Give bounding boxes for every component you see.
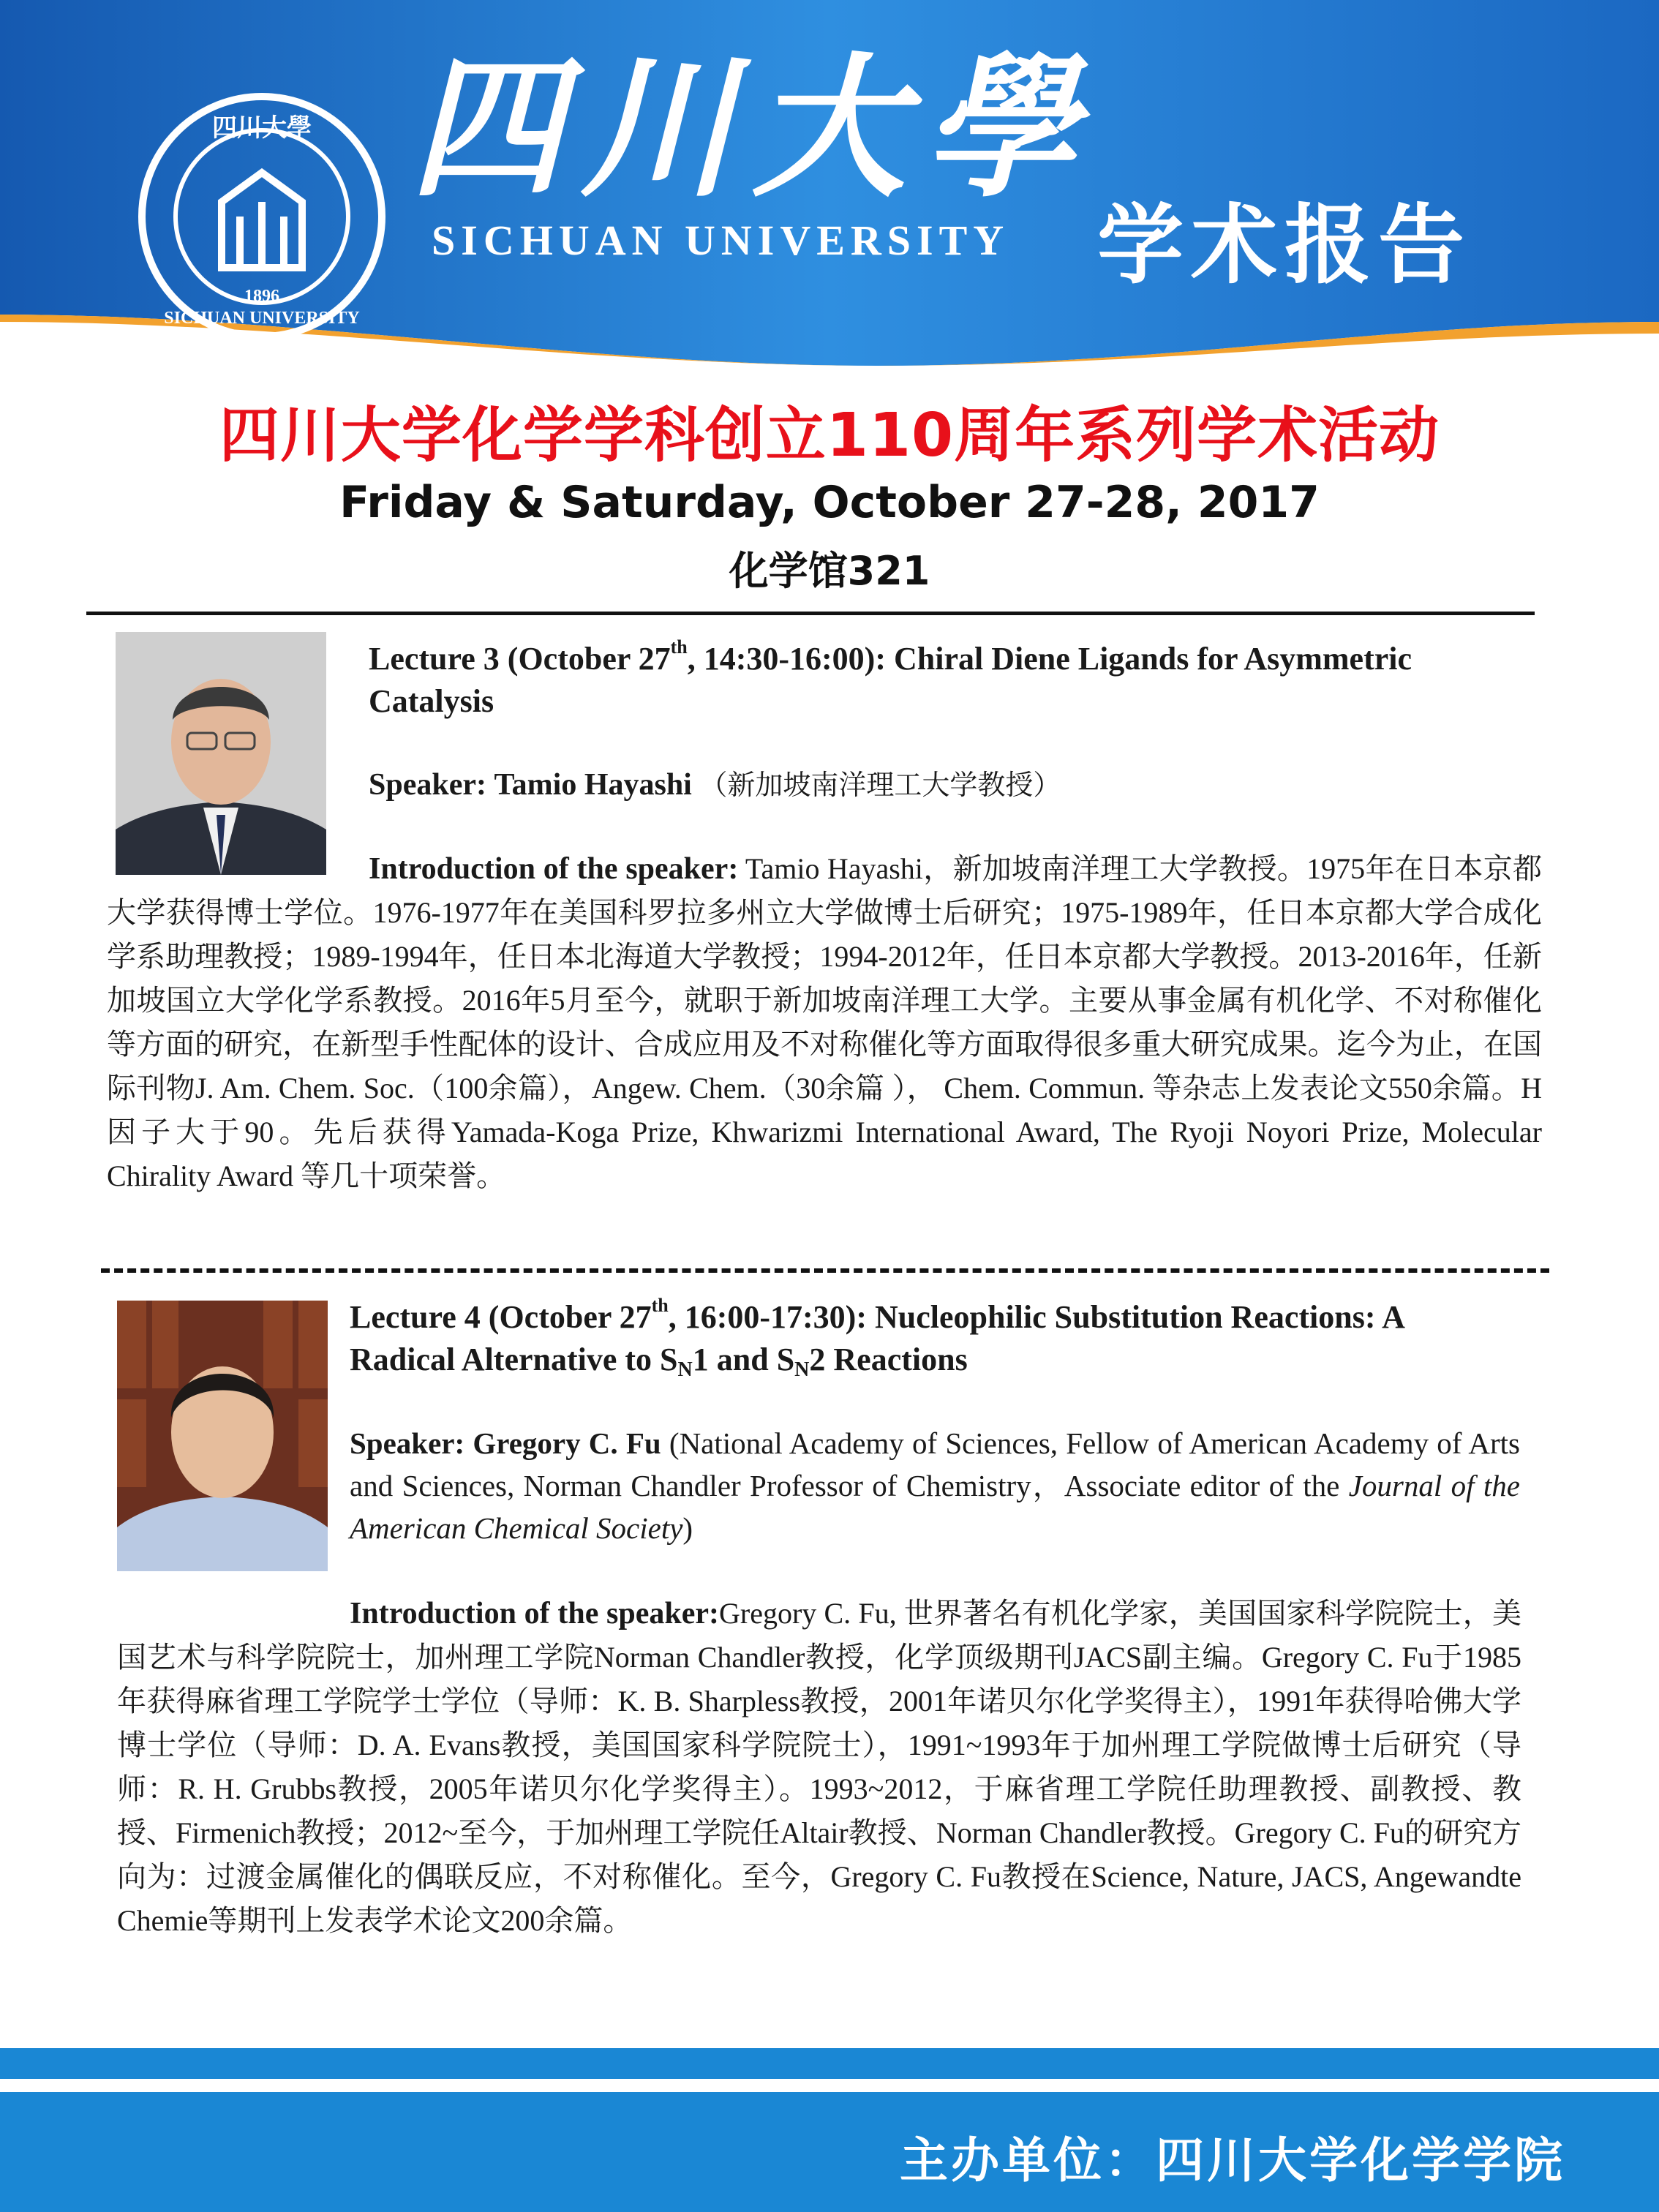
series-title: 四川大学化学学科创立110周年系列学术活动 [219, 401, 1440, 470]
seal-year: 1896 [244, 287, 279, 306]
lecture4-intro [117, 1592, 1521, 1943]
lecture3-heading [369, 638, 1539, 723]
lecture4-intro-text: Gregory C. Fu, 世界著名有机化学家，美国国家科学院院士，美国艺术与科学院院士，加州理工学院Norman Chandler教授，化学顶级期刊JACS副主编。Gregory C. Fu于1985年获得麻省理工学院学士学位（导师：K. B. Sharpless教授，2001年诺贝尔化学奖得主），1991年获得哈佛大学博士学位（导师：D. A. Evans教授，美国国家科学院院士），1991~1993年于加州理工学院做博士后研究（导师：R. H. Grubbs教授，2005年诺贝尔化学奖得主）。1993~2012，于麻省理工学院任助理教授、副教授、教授、Firmenich教授；2012~至今，于加州理工学院任Altair教授、Norman Chandler教授。Gregory C. Fu的研究方向为：过渡金属催化的偶联反应，不对称催化。至今，Gregory C. Fu教授在Science, Nature, JACS, Angewandte Chemie等期刊上发表学术论文200余篇。 [117, 1597, 1521, 1937]
report-label: 学术报告 [1097, 195, 1472, 296]
speaker-photo-hayashi [116, 632, 326, 875]
lecture3-intro-label: Introduction of the speaker: [369, 852, 739, 886]
lecture4-speaker-affiliation: (National Academy of Sciences, Fellow of American Academy of Arts and Sciences, Norman Chandler Professor of Chemistry，Associate editor of the Journal of the American Chemical Society) [350, 1426, 1520, 1545]
university-name-en: SICHUAN UNIVERSITY [432, 217, 1010, 264]
footer-stripe [0, 2048, 1659, 2079]
divider-rule [86, 612, 1535, 615]
lecture4-title-1: : Nucleophilic Substitution Reactions: A [856, 1299, 1405, 1335]
lecture4-label: Lecture 4 [350, 1299, 481, 1335]
lecture3-date: (October 27th, 14:30-16:00) [507, 636, 876, 677]
lecture3-intro [107, 847, 1542, 1198]
university-seal [138, 92, 386, 341]
event-venue: 化学馆321 [729, 548, 930, 594]
lecture3-speaker-name: Tamio Hayashi [494, 768, 692, 802]
lecture4-title-2: Radical Alternative to $S_N1$ and $S_N2$ Reactions [350, 1342, 968, 1381]
lecture3-title-2: Catalysis [369, 683, 494, 719]
lecture3-title-1: : Chiral Diene Ligands for Asymmetric [875, 641, 1412, 677]
speaker-photo-fu [117, 1301, 328, 1571]
event-date: Friday & Saturday, October 27-28, 2017 [339, 477, 1320, 528]
lecture3-speaker-affiliation: （新加坡南洋理工大学教授） [699, 769, 1061, 801]
dashed-divider [101, 1268, 1549, 1273]
lecture4-speaker: Speaker: Gregory C. Fu (National Academy of Sciences, Fellow of American Academy of Arts and Sciences, Norman Chandler Professor of Chemistry，Associate editor of the Journal of the American Chemical Society) [350, 1426, 1520, 1545]
lecture4-heading [350, 1296, 1549, 1381]
organizer-label: 主办单位：四川大学化学学院 [900, 2132, 1565, 2189]
lecture3-speaker: Speaker: Tamio Hayashi （新加坡南洋理工大学教授） [369, 768, 1061, 802]
seal-cn-text: 四川大學 [212, 113, 312, 143]
lecture4-date: (October 27th, 16:00-17:30) [488, 1295, 857, 1335]
lecture4-intro-label: Introduction of the speaker: [350, 1597, 720, 1630]
university-name-cn: 四川大學 [410, 37, 1095, 218]
lecture3-label: Lecture 3 [369, 641, 500, 677]
lecture4-speaker-name: Gregory C. Fu [473, 1426, 661, 1460]
lecture3-intro-text: Tamio Hayashi，新加坡南洋理工大学教授。1975年在日本京都大学获得博士学位。1976-1977年在美国科罗拉多州立大学做博士后研究；1975-1989年，任日本京都大学合成化学系助理教授；1989-1994年，任日本北海道大学教授；1994-2012年，任日本京都大学教授。2013-2016年，任新加坡国立大学化学系教授。2016年5月至今，就职于新加坡南洋理工大学。主要从事金属有机化学、不对称催化等方面的研究，在新型手性配体的设计、合成应用及不对称催化等方面取得很多重大研究成果。迄今为止，在国际刊物J. Am. Chem. Soc.（100余篇），Angew. Chem.（30余篇 ）， Chem. Commun. 等杂志上发表论文550余篇。H因子大于90。先后获得Yamada-Koga Prize, Khwarizmi International Award, The Ryoji Noyori Prize, Molecular Chirality Award 等几十项荣誉。 [107, 852, 1543, 1192]
seal-en-text: SICHUAN UNIVERSITY [164, 309, 360, 328]
